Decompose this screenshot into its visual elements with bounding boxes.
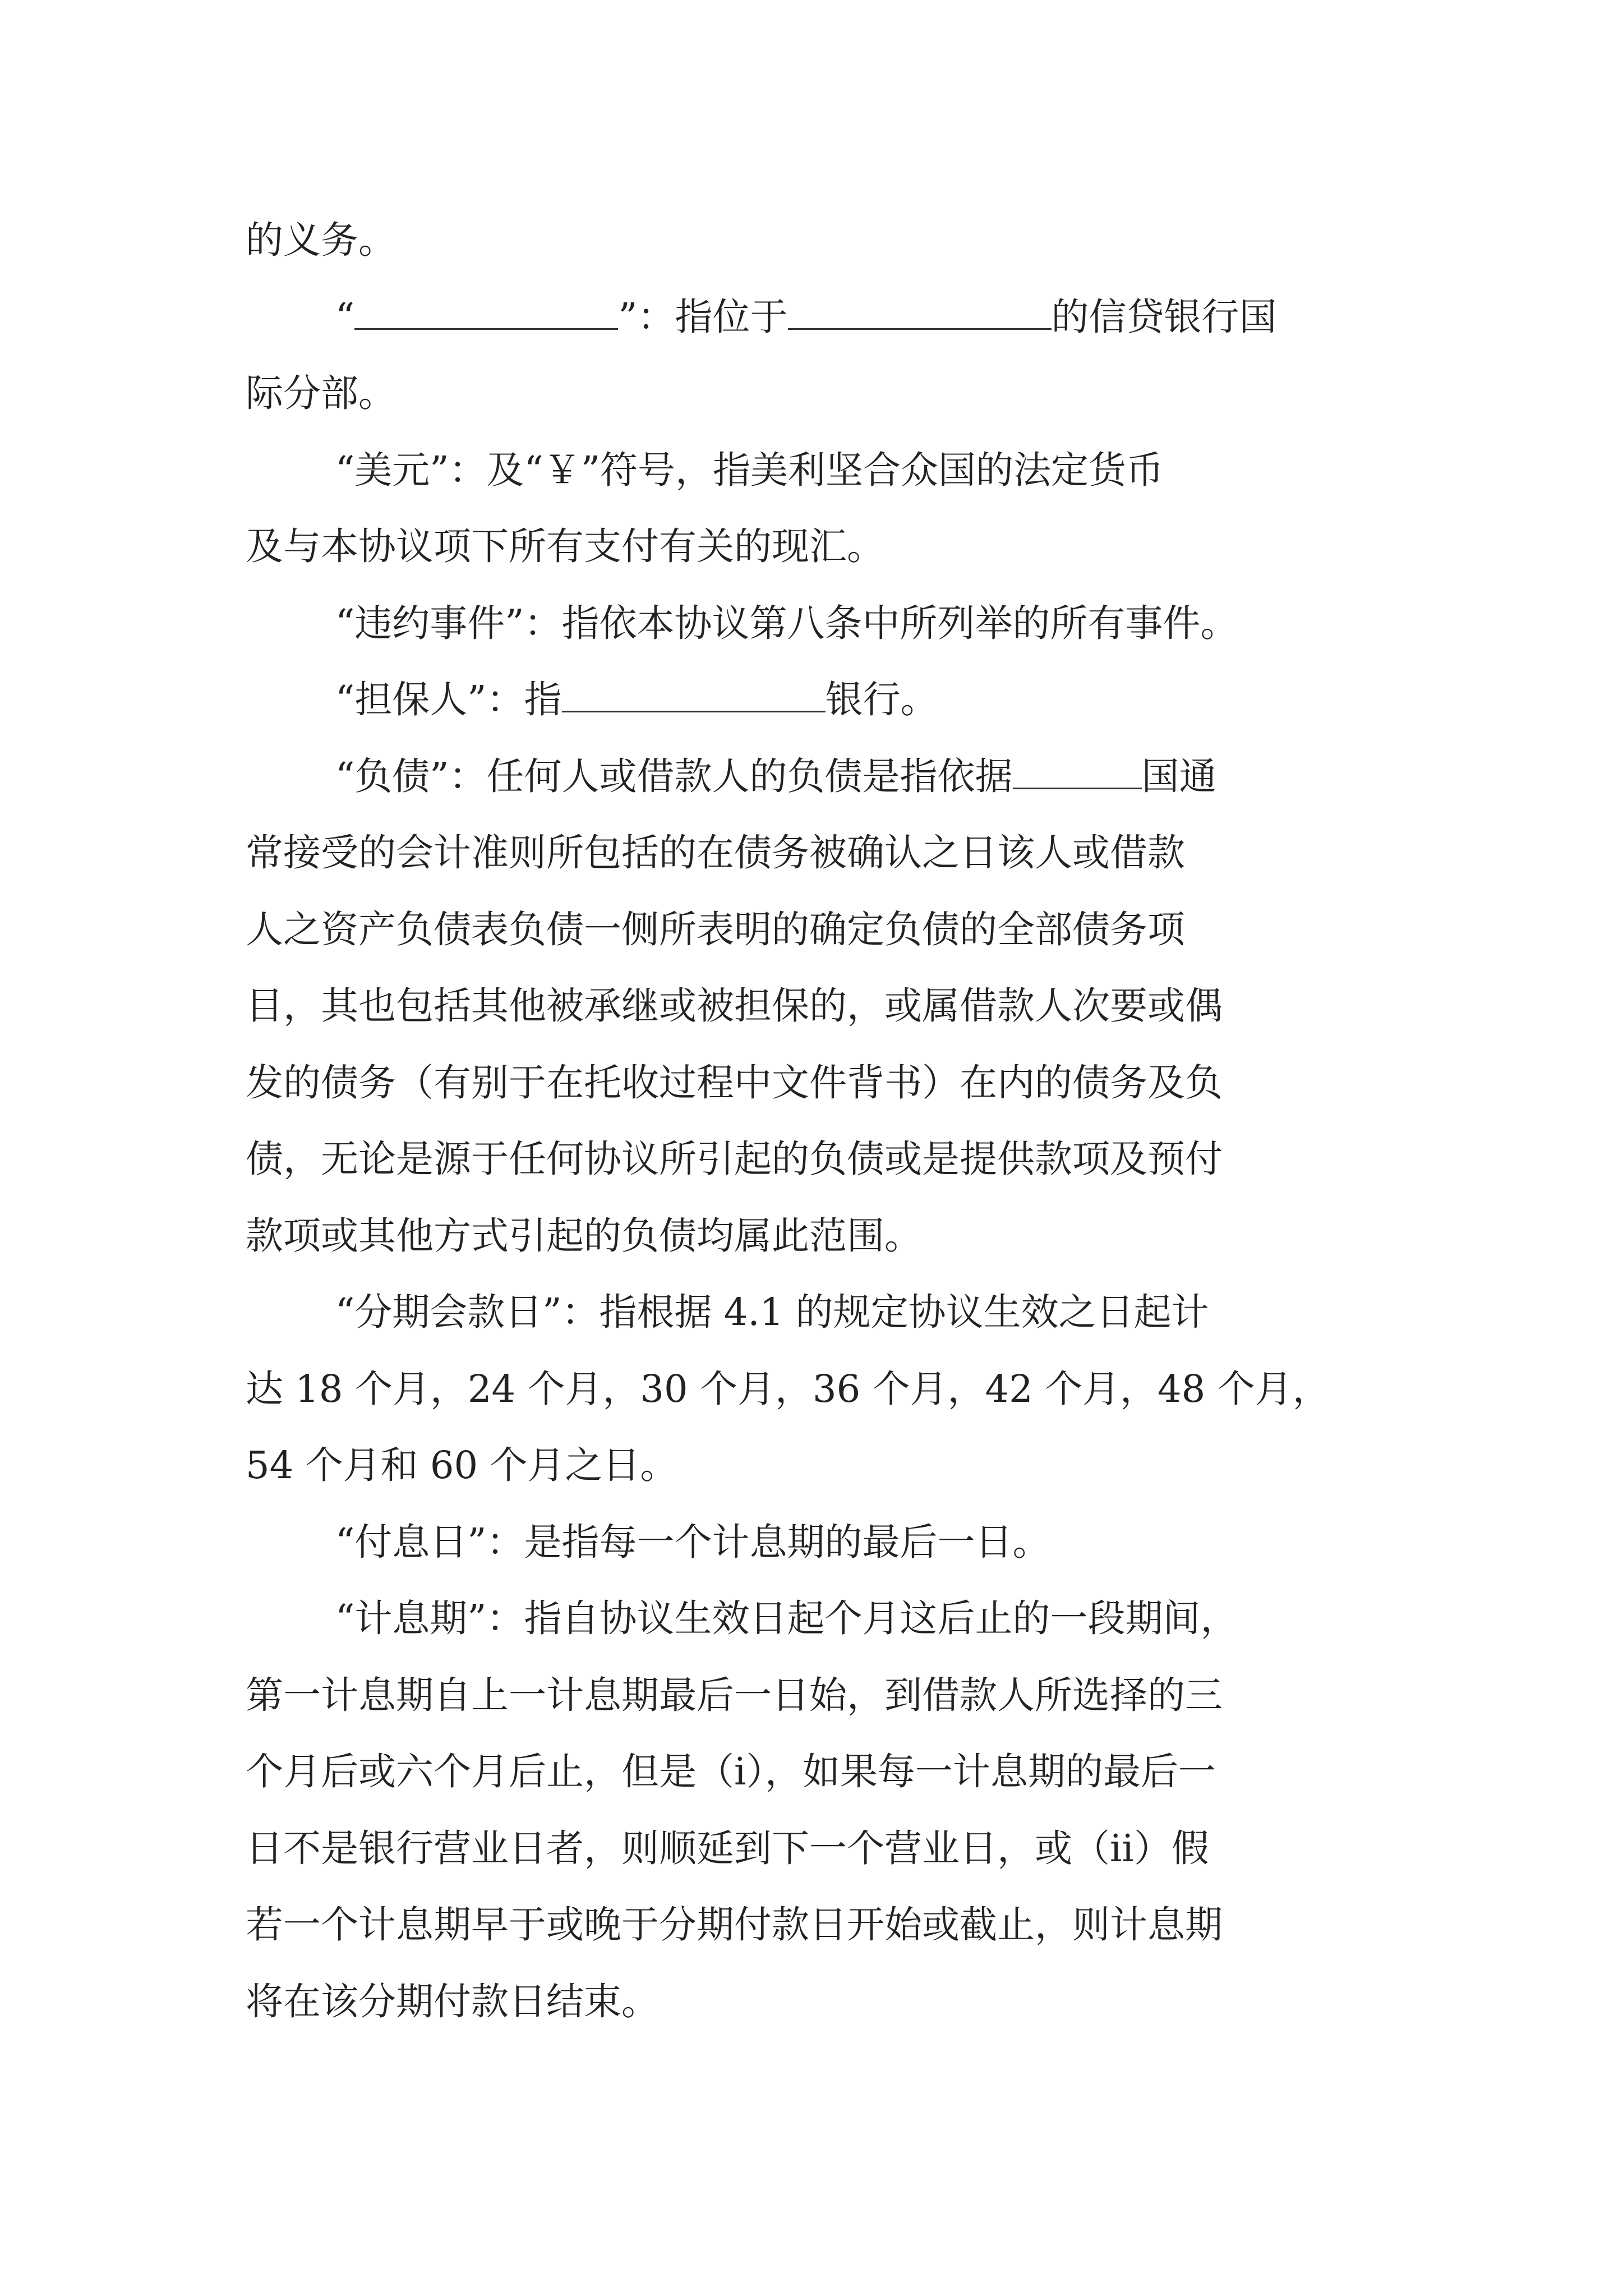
text-line: “违约事件”：指依本协议第八条中所列举的所有事件。 <box>335 601 1238 645</box>
text-line: “付息日”：是指每一个计息期的最后一日。 <box>335 1520 1050 1564</box>
text-line: 54 个月和 60 个月之日。 <box>246 1443 678 1487</box>
text-segment: ”：指位于 <box>618 295 788 339</box>
fill-in-blank <box>1013 754 1142 789</box>
text-line: “分期会款日”：指根据 4.1 的规定协议生效之日起计 <box>335 1290 1209 1334</box>
text-line: 常接受的会计准则所包括的在债务被确认之日该人或借款 <box>246 831 1185 875</box>
text-line: 目，其也包括其他被承继或被担保的，或属借款人次要或偶 <box>246 984 1223 1028</box>
text-line: 的义务。 <box>246 218 396 262</box>
text-line: 债，无论是源于任何协议所引起的负债或是提供款项及预付 <box>246 1137 1223 1181</box>
text-line: 将在该分期付款日结束。 <box>246 1979 659 2023</box>
text-line: “计息期”：指自协议生效日起个月这后止的一段期间， <box>335 1596 1238 1640</box>
text-line: 款项或其他方式引起的负债均属此范围。 <box>246 1213 922 1258</box>
text-line: 个月后或六个月后止，但是（i），如果每一计息期的最后一 <box>246 1750 1216 1793</box>
text-line: 人之资产负债表负债一侧所表明的确定负债的全部债务项 <box>246 907 1185 951</box>
text-segment: “ <box>335 295 355 339</box>
text-segment: 国通 <box>1141 754 1217 798</box>
text-segment: “负债”：任何人或借款人的负债是指依据 <box>335 754 1013 798</box>
fill-in-blank <box>354 295 618 330</box>
text-segment: 银行。 <box>825 678 938 721</box>
text-line: 发的债务（有别于在托收过程中文件背书）在内的债务及负 <box>246 1060 1223 1105</box>
fill-in-blank <box>788 295 1052 330</box>
text-line: “美元”：及“￥”符号，指美利坚合众国的法定货币 <box>335 448 1164 492</box>
text-line <box>246 661 1390 738</box>
fill-in-blank <box>562 677 826 712</box>
text-line: 及与本协议项下所有支付有关的现汇。 <box>246 524 884 568</box>
text-line <box>246 279 1390 356</box>
text-line <box>246 738 1390 815</box>
text-segment: “担保人”：指 <box>335 678 562 721</box>
text-line: 若一个计息期早于或晚于分期付款日开始或截止，则计息期 <box>246 1903 1223 1947</box>
text-line: 际分部。 <box>246 371 396 415</box>
text-line: 日不是银行营业日者，则顺延到下一个营业日，或（ii）假 <box>246 1826 1209 1870</box>
text-segment: 的信贷银行国 <box>1051 295 1277 339</box>
document-page <box>246 202 1390 2040</box>
text-line: 达 18 个月，24 个月，30 个月，36 个月，42 个月，48 个月， <box>246 1366 1330 1411</box>
text-line: 第一计息期自上一计息期最后一日始，到借款人所选择的三 <box>246 1673 1223 1717</box>
